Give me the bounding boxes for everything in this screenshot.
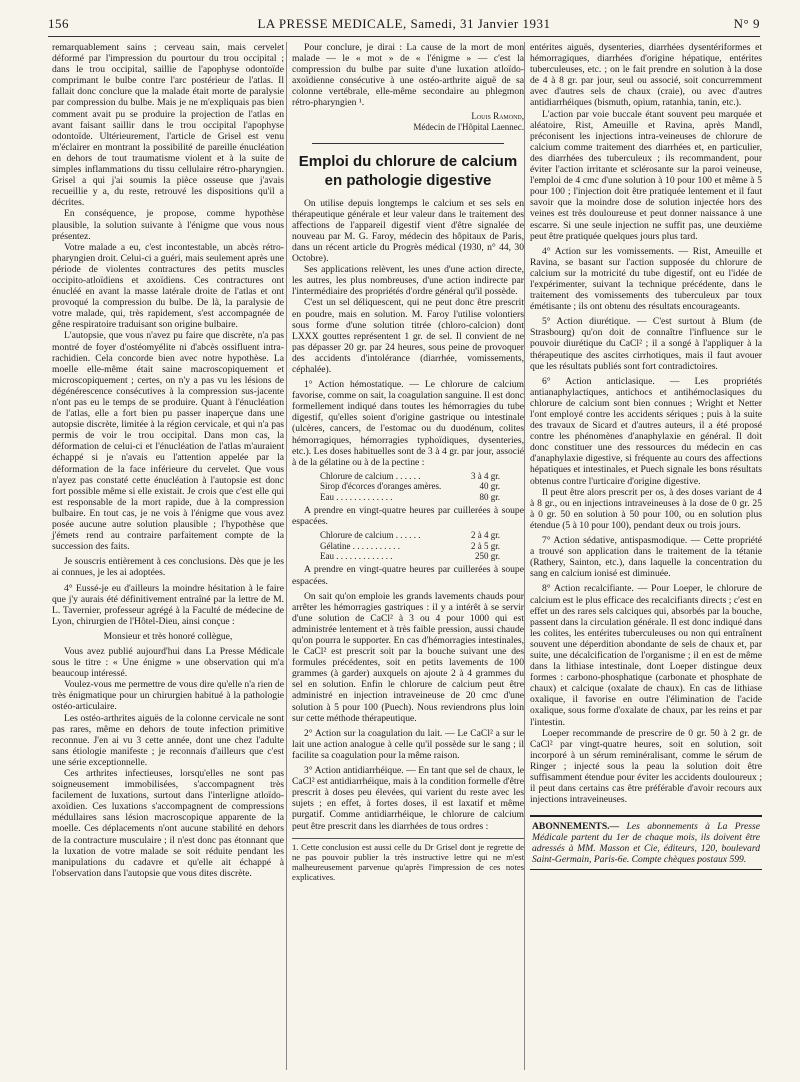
paragraph: Votre malade a eu, c'est incontestable, un abcès rétro-pharyngien droit. Celui-ci a guéri, mais seulement après une période de violentes contractures des petits muscles occipito-atloïdiens et axoïdiens. Ces contractures ont énucléé en avant la masse latérale droite de l'atlas et ont provoqué la compression du bulbe. De là, la paralysie de votre malade, qui, très rapidement, s'est accompagnée de gêne respiratoire traduisant son origine bulbaire.	[52, 241, 284, 331]
section-rule	[312, 143, 504, 144]
paragraph: Pour conclure, je dirai : La cause de la mort de mon malade — le « mot » de « l'énigme » — c'est la compression du bulbe par suite d'une luxation atloïdo-axoïdienne consécutive à une ostéo-arthrite aiguë de sa colonne vertébrale, elle-même secondaire au phlegmon rétro-pharyngien ¹.	[292, 42, 524, 109]
prescription-2	[320, 530, 500, 561]
quantity: 80 gr.	[479, 491, 500, 502]
prescription-row	[320, 530, 500, 540]
paragraph: L'action par voie buccale étant souvent peu marquée et aléatoire, Rist, Ameuille et Ravina, après Mandl, préconisent les injections intra-veineuses de chlorure de calcium comme traitement des diarrhées et, en particulier, des diarrhées des tuberculeux ; ils recommandent, pour éviter l'action irritante et sclérosante sur la paroi veineuse, l'emploi de 4 cmc d'une solution à 10 pour 100 et même à 5 pour 100 ; l'injection doit être pratiquée lentement et il faut savoir que la moindre dose de solution injectée hors des veines est très douloureuse et peut donner naissance à une escarre. Si une seule injection ne suffit pas, une deuxième peut être pratiquée quelques jours plus tard.	[530, 108, 762, 242]
subscription-notice	[530, 815, 762, 870]
paragraph: Je souscris entièrement à ces conclusions. Dès que je les ai connues, je les ai adoptées.	[52, 556, 284, 579]
prescription-row	[320, 471, 500, 481]
paragraph: 8° Action recalcifiante. — Pour Loeper, le chlorure de calcium est le plus efficace des recalcifiants directs ; c'est en effet un des rares sels calciques qui, absorbés par la bouche, passent dans la circulation générale. Il est donc indiqué dans les colites, les entérites tuberculeuses ou non qui entraînent souvent une déperdition abondante de sels de chaux et, par suite, une décalcification de l'organisme ; il en est de même dans la lithiase intestinale, dont Loeper distingue deux formes : carbono-phosphatique (carbonate et phosphate de chaux) et calcique (oxalate de chaux). En cas de lithiase oxalique, il favorise en outre l'élimination de l'acide oxalique, sous forme d'oxalate de chaux, par les reins et par l'intestin.	[530, 583, 762, 728]
paragraph: En conséquence, je propose, comme hypothèse plausible, la solution suivante à l'énigme que vous nous présentez.	[52, 208, 284, 242]
paragraph: On sait qu'on emploie les grands lavements chauds pour arrêter les hémorragies gastriques : il y a intérêt à se servir d'une solution de CaCl² à 3 ou 4 pour 1000 qui est administrée lentement et à très faible pression, aussi chaude qu'on pourra le supporter. En cas d'hémorragies intestinales, le CaCl² est prescrit soit par la bouche suivant une des formules précédentes, soit en petits lavements de 100 grammes (à garder) auxquels on ajoute 2 à 4 grammes du sel en solution. Enfin le chlorure de calcium peut être administré en injection intraveineuse de 20 cmc d'une solution à 5 pour 100 (Puech). Nous reviendrons plus loin sur cette méthode thérapeutique.	[292, 590, 524, 724]
paragraph: Il peut être alors prescrit per os, à des doses variant de 4 à 8 gr., ou en injections intraveineuses à la dose de 0 gr. 25 à 0 gr. 50 en solution à 50 pour 100, ou en solution plus étendue (5 à 10 pour 100), pendant deux ou trois jours.	[530, 486, 762, 531]
paragraph: entérites aiguës, dysenteries, diarrhées dysentériformes et hémorragiques, diarrhées d'origine hépatique, entérites tuberculeuses, etc. ; on le fait prendre en solution à la dose de 4 à 8 gr. par jour, seul ou associé, soit concurremment avec d'autres sels de chaux (craie), ou avec d'autres antidiarrhéiques (bismuth, opium, ratanhia, tanin, etc.).	[530, 42, 762, 109]
paragraph: 2° Action sur la coagulation du lait. — Le CaCl² a sur le lait une action analogue à celle qu'il possède sur le sang ; il facilite sa coagulation pour la même raison.	[292, 727, 524, 761]
paragraph: A prendre en vingt-quatre heures par cuillerées à soupe espacées.	[292, 564, 524, 587]
author-title: Médecin de l'Hôpital Laennec.	[413, 121, 524, 132]
paragraph: A prendre en vingt-quatre heures par cuillerées à soupe espacées.	[292, 505, 524, 528]
ingredient: Sirop d'écorces d'oranges amères.	[320, 481, 442, 492]
paragraph: 1° Action hémostatique. — Le chlorure de calcium favorise, comme on sait, la coagulation sanguine. Il est donc formellement indiqué dans toutes les hémorragies du tube digestif, qu'elles soient d'origine gastrique ou intestinale (ulcères, cancers, de l'estomac ou du duodénum, colites hémorragiques, hémorragies typhoïdiques, dysenteries, etc.). Les doses habituelles sont de 3 à 4 gr. par jour, associé à de la gélatine ou à de la pectine :	[292, 379, 524, 468]
column-middle	[292, 42, 524, 882]
paragraph: Vous avez publié aujourd'hui dans La Presse Médicale sous le titre : « Une énigme » une observation qui m'a beaucoup intéressé.	[52, 645, 284, 680]
paragraph: remarquablement sains ; cerveau sain, mais cervelet déformé par l'impression du pourtour du trou occipital ; dans le trou occipital, saillie de l'apophyse odontoïde comprimant le bulbe contre l'arc postérieur de l'atlas. Il fallait donc conclure que la malade était morte de paralysie par compression du bulbe. Mais je ne m'expliquais pas bien comment avait pu se produire la projection de l'atlas en avant faisant saillir dans le trou occipital l'apophyse odontoïde. Ultérieurement, l'article de Grisel est venu m'éclairer en montrant la possibilité de pareille énucléation en dehors de tout traumatisme violent et à la suite de simples inflammations du tissu cellulaire rétro-pharyngien. Grisel a qui j'ai soumis la pièce osseuse que j'avais recueillie y a, du reste, retrouvé les dispositions qu'il a décrites.	[52, 42, 284, 209]
paragraph: 6° Action anticlasique. — Les propriétés antianaphylactiques, antichocs et antihémoclasiques du chlorure de calcium sont bien connues ; Wright et Netter l'ont employé contre les accidents sériques ; puis à la suite des travaux de Sicard et d'autres auteurs, il a été proposé contre les phénomènes d'anaphylaxie en général. Il doit donc constituer une des ressources du médecin en cas d'anaphylaxie digestive, si fréquente au cours des affections hépatiques et intestinales, et Puech signale les bons résultats obtenus contre l'urticaire d'origine digestive.	[530, 375, 762, 487]
paragraph: 4° Eussé-je eu d'ailleurs la moindre hésitation à le faire que j'y aurais été définitivement entraîné par la lettre de M. L. Tavernier, professeur agrégé à la Faculté de médecine de Lyon, chirurgien de l'Hôtel-Dieu, ainsi conçue :	[52, 582, 284, 627]
subscription-text: Les abonnements à La Presse Médicale partent du 1er de chaque mois, ils doivent être adressés à MM. Masson et Cie, éditeurs, 120, boulevard Saint-Germain, Paris-6e. Compte chèques postaux 599.	[532, 821, 760, 866]
author-name: Louis Ramond,	[471, 110, 524, 121]
page-number: 156	[48, 16, 69, 31]
prescription-row	[320, 551, 500, 561]
paragraph: On utilise depuis longtemps le calcium et ses sels en thérapeutique générale et leur valeur dans le traitement des affections de l'appareil digestif vient d'être signalée de nouveau par M. G. Faroy, médecin des hôpitaux de Paris, dans un récent article du Progrès médical (1930, n° 44, 30 Octobre).	[292, 197, 524, 265]
prescription-row	[320, 492, 500, 502]
column-divider	[524, 42, 525, 1070]
paragraph: Voulez-vous me permettre de vous dire qu'elle n'a rien de très énigmatique pour un chirurgien habitué à la pathologie ostéo-articulaire.	[52, 679, 284, 713]
column-divider	[286, 42, 287, 1070]
running-header	[48, 16, 760, 34]
quantity: 40 gr.	[479, 481, 500, 492]
article-title-line: Emploi du chlorure de calcium	[298, 152, 518, 170]
prescription-1	[320, 471, 500, 502]
paragraph: 4° Action sur les vomissements. — Rist, Ameuille et Ravina, se basant sur l'action supposée du chlorure de calcium sur la motricité du tube digestif, ont eu l'idée de l'expérimenter, suivant la technique précédente, dans le traitement des vomissements des tuberculeux par toux émétisante ; ils ont obtenu des résultats encourageants.	[530, 245, 762, 313]
article-title-line: en pathologie digestive	[324, 171, 492, 189]
paragraph: 5° Action diurétique. — C'est surtout à Blum (de Strasbourg) qu'on doit de connaître l'influence sur le pouvoir diurétique du CaCl² ; il a songé à l'appliquer à la thérapeutique des ascites cirrhotiques, mais il faut avouer que les résultats publiés sont fort contradictoires.	[530, 316, 762, 372]
paragraph: Ces arthrites infectieuses, lorsqu'elles ne sont pas soigneusement immobilisées, s'accompagnent très facilement de luxations, surtout dans l'interligne atloïdo-axoïdien. Ces luxations s'accompagnent de compressions médullaires sans lésion macroscopique apparente de la moelle. Ces déplacements n'ont aucune stabilité en dehors de la contracture musculaire ; il n'est donc pas étonnant que la luxation de votre malade se soit réduite pendant les manipulations du cadavre et qu'elle ait échappé à l'observation dans l'autopsie que vous dites discrète.	[52, 768, 284, 879]
ingredient: Gélatine . . . . . . . . . . .	[320, 540, 400, 551]
column-left	[52, 42, 284, 879]
prescription-row	[320, 541, 500, 551]
article-title	[292, 152, 524, 190]
paragraph: L'autopsie, que vous n'avez pu faire que discrète, n'a pas montré de foyer d'ostéomyélite ni d'abcès ossifluent intra-rachidien. Cela concorde bien avec notre hypothèse. La moelle elle-même était saine macroscopiquement et microscopiquement ; certes, on n'y a pas vu les lésions de dégénérescence consécutives à la compression sus-jacente n'ont pas eu le temps de se produire. Quant à l'énucléation de l'atlas, elle a fort bien pu passer inaperçue dans une autopsie discrète, limitée à la région cervicale, et qui n'a pas permis de voir le trou occipital. Dans mon cas, la déformation de celui-ci et l'énucléation de l'atlas m'auraient échappé si je n'avais eu l'attention appelée par la déformation de la face inférieure du cervelet. Que vous n'ayez pas constaté cette énucléation à l'autopsie est donc fort possible même si elle existait. Je crois que c'est elle qui est responsable de la mort rapide, due à la compression bulbaire. En tout cas, je ne vois à l'énigme que vous avez posée aucune autre solution plausible ; l'hypothèse que j'émets rend au contraire parfaitement compte de la succession des faits.	[52, 330, 284, 553]
prescription-row	[320, 481, 500, 491]
subscription-heading: ABONNEMENTS.—	[532, 821, 620, 833]
quantity: 250 gr.	[474, 551, 500, 562]
paragraph: 3° Action antidiarrhéique. — En tant que sel de chaux, le CaCl² est antidiarrhéique, mais à la condition formelle d'être prescrit à doses peu élevées, qui varient du reste avec les sujets ; en effet, à fortes doses, il est laxatif et même purgatif. Comme antidiarrhéique, le chlorure de calcium peut être prescrit dans les diarrhées de tous ordres :	[292, 765, 524, 832]
paragraph: Les ostéo-arthrites aiguës de la colonne cervicale ne sont pas rares, même en dehors de toute infection primitive reconnue. J'en ai vu 3 cette année, dont une chez l'adulte sans étiologie manifeste ; je reconnais d'ailleurs que c'est une série exceptionnelle.	[52, 712, 284, 768]
column-right	[530, 42, 762, 870]
header-rule	[48, 36, 760, 37]
paragraph: Ses applications relèvent, les unes d'une action directe, les autres, les plus nombreuses, d'une action indirecte par l'intermédiaire des propriétés d'ordre général qu'il possède.	[292, 264, 524, 298]
quantity: 2 à 5 gr.	[471, 540, 500, 551]
ingredient: Chlorure de calcium . . . . . .	[320, 470, 421, 481]
quantity: 3 à 4 gr.	[471, 470, 500, 481]
ingredient: Chlorure de calcium . . . . . .	[320, 530, 421, 541]
ingredient: Eau . . . . . . . . . . . . .	[320, 551, 393, 562]
footnote: 1. Cette conclusion est aussi celle du Dr Grisel dont je regrette de ne pas pouvoir publier la très instructive lettre qui ne m'est malheureusement parvenue qu'après l'impression de ces notes explicatives.	[292, 838, 524, 882]
paragraph: 7° Action sédative, antispasmodique. — Cette propriété a trouvé son application dans le traitement de la tétanie (Rathery, Sainton, etc.), dans laquelle la concentration du sang en calcium ionisé est diminuée.	[530, 535, 762, 580]
letter-salutation: Monsieur et très honoré collègue,	[103, 630, 233, 642]
issue-number: N° 9	[733, 16, 760, 31]
paragraph: Loeper recommande de prescrire de 0 gr. 50 à 2 gr. de CaCl² par vingt-quatre heures, soit en solution, soit incorporé à un sérum reminéralisant, comme le sérum de Ringer ; injecté sous la peau la solution doit être suffisamment étendue pour éviter les accidents douloureux ; il peut dans certains cas être préférable d'avoir recours aux injections intraveineuses.	[530, 727, 762, 806]
quantity: 2 à 4 gr.	[471, 530, 500, 541]
ingredient: Eau . . . . . . . . . . . . .	[320, 491, 393, 502]
paragraph: C'est un sel déliquescent, qui ne peut donc être prescrit en poudre, mais en solution. M. Faroy l'utilise volontiers sous forme d'une solution titrée (chloro-calcion) dont LXXX gouttes représentent 1 gr. de sel. Il convient de ne pas dépasser 20 gr. par 24 heures, sous peine de provoquer des accidents d'intolérance (diarrhée, vomissements, céphalée).	[292, 297, 524, 375]
journal-title: LA PRESSE MEDICALE, Samedi, 31 Janvier 1931	[257, 16, 551, 31]
signature-block	[292, 111, 524, 133]
